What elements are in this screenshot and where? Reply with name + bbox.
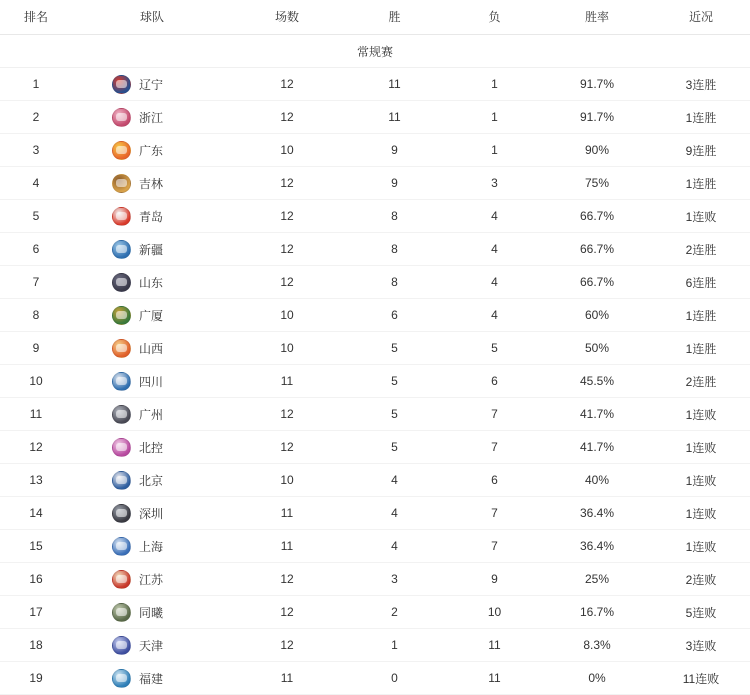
- cell-rank: 2: [0, 101, 72, 134]
- cell-pct: 66.7%: [542, 233, 652, 266]
- cell-team[interactable]: [72, 101, 232, 134]
- team-cell[interactable]: [72, 299, 232, 331]
- cell-loss: 10: [447, 596, 542, 629]
- team-cell[interactable]: [72, 431, 232, 463]
- cell-streak: 1连败: [652, 200, 750, 233]
- team-cell[interactable]: [72, 629, 232, 661]
- cell-rank: 16: [0, 563, 72, 596]
- cell-team[interactable]: [72, 68, 232, 101]
- cell-rank: 1: [0, 68, 72, 101]
- cell-team[interactable]: [72, 299, 232, 332]
- cell-streak: 9连胜: [652, 134, 750, 167]
- cell-team[interactable]: [72, 497, 232, 530]
- team-cell[interactable]: [72, 101, 232, 133]
- cell-games: 11: [232, 365, 342, 398]
- team-cell[interactable]: [72, 596, 232, 628]
- cell-win: 11: [342, 68, 447, 101]
- cell-rank: 19: [0, 662, 72, 695]
- team-logo-icon: [112, 372, 131, 391]
- cell-games: 12: [232, 563, 342, 596]
- cell-games: 10: [232, 464, 342, 497]
- table-row[interactable]: [0, 68, 750, 101]
- cell-rank: 7: [0, 266, 72, 299]
- cell-games: 12: [232, 68, 342, 101]
- header-loss: 负: [447, 0, 542, 35]
- table-row[interactable]: [0, 662, 750, 695]
- team-cell[interactable]: [72, 530, 232, 562]
- cell-win: 4: [342, 497, 447, 530]
- team-logo-icon: [112, 207, 131, 226]
- cell-games: 11: [232, 497, 342, 530]
- cell-games: 10: [232, 299, 342, 332]
- header-team: 球队: [72, 0, 232, 35]
- team-logo-icon: [112, 537, 131, 556]
- cell-loss: 5: [447, 332, 542, 365]
- table-row[interactable]: [0, 497, 750, 530]
- table-row[interactable]: [0, 464, 750, 497]
- cell-win: 4: [342, 464, 447, 497]
- team-name: 深圳: [139, 506, 164, 521]
- cell-pct: 75%: [542, 167, 652, 200]
- team-cell[interactable]: [72, 134, 232, 166]
- cell-pct: 60%: [542, 299, 652, 332]
- team-logo-icon: [112, 405, 131, 424]
- cell-games: 12: [232, 101, 342, 134]
- cell-pct: 66.7%: [542, 266, 652, 299]
- cell-pct: 90%: [542, 134, 652, 167]
- header-games: 场数: [232, 0, 342, 35]
- table-row[interactable]: [0, 101, 750, 134]
- header-win: 胜: [342, 0, 447, 35]
- team-name: 北京: [139, 473, 164, 488]
- team-name: 山东: [139, 275, 164, 290]
- cell-streak: 1连败: [652, 398, 750, 431]
- cell-loss: 11: [447, 662, 542, 695]
- header-rank: 排名: [0, 0, 72, 35]
- cell-loss: 3: [447, 167, 542, 200]
- cell-loss: 1: [447, 101, 542, 134]
- cell-pct: 91.7%: [542, 101, 652, 134]
- cell-loss: 4: [447, 299, 542, 332]
- cell-rank: 15: [0, 530, 72, 563]
- team-name: 吉林: [139, 176, 164, 191]
- cell-streak: 3连败: [652, 629, 750, 662]
- cell-streak: 5连败: [652, 596, 750, 629]
- cell-rank: 8: [0, 299, 72, 332]
- team-cell[interactable]: [72, 365, 232, 397]
- table-row[interactable]: [0, 167, 750, 200]
- cell-win: 1: [342, 629, 447, 662]
- cell-streak: 1连胜: [652, 167, 750, 200]
- table-row[interactable]: [0, 200, 750, 233]
- team-name: 浙江: [139, 110, 164, 125]
- cell-games: 12: [232, 266, 342, 299]
- cell-win: 5: [342, 398, 447, 431]
- team-cell[interactable]: [72, 398, 232, 430]
- cell-pct: 0%: [542, 662, 652, 695]
- cell-games: 12: [232, 167, 342, 200]
- header-row: [0, 0, 750, 35]
- cell-win: 5: [342, 365, 447, 398]
- cell-pct: 91.7%: [542, 68, 652, 101]
- team-cell[interactable]: [72, 167, 232, 199]
- cell-rank: 17: [0, 596, 72, 629]
- team-logo-icon: [112, 603, 131, 622]
- cell-pct: 36.4%: [542, 497, 652, 530]
- cell-team[interactable]: [72, 332, 232, 365]
- cell-games: 10: [232, 134, 342, 167]
- cell-games: 11: [232, 662, 342, 695]
- cell-loss: 6: [447, 464, 542, 497]
- team-logo-icon: [112, 273, 131, 292]
- cell-pct: 16.7%: [542, 596, 652, 629]
- team-cell[interactable]: [72, 266, 232, 298]
- cell-loss: 4: [447, 200, 542, 233]
- cell-win: 8: [342, 200, 447, 233]
- cell-loss: 6: [447, 365, 542, 398]
- table-row[interactable]: [0, 134, 750, 167]
- cell-streak: 3连胜: [652, 68, 750, 101]
- cell-team[interactable]: [72, 200, 232, 233]
- section-label: 常规赛: [0, 35, 750, 68]
- table-row[interactable]: [0, 629, 750, 662]
- cell-rank: 6: [0, 233, 72, 266]
- cell-games: 12: [232, 233, 342, 266]
- cell-loss: 7: [447, 530, 542, 563]
- table-row[interactable]: [0, 563, 750, 596]
- cell-loss: 9: [447, 563, 542, 596]
- cell-win: 9: [342, 134, 447, 167]
- cell-games: 11: [232, 530, 342, 563]
- cell-team[interactable]: [72, 167, 232, 200]
- cell-team[interactable]: [72, 530, 232, 563]
- team-logo-icon: [112, 471, 131, 490]
- cell-team[interactable]: [72, 233, 232, 266]
- team-logo-icon: [112, 141, 131, 160]
- cell-rank: 5: [0, 200, 72, 233]
- team-logo-icon: [112, 504, 131, 523]
- team-logo-icon: [112, 339, 131, 358]
- cell-pct: 66.7%: [542, 200, 652, 233]
- section-label-row: [0, 35, 750, 68]
- table-row[interactable]: [0, 530, 750, 563]
- cell-loss: 4: [447, 266, 542, 299]
- cell-loss: 7: [447, 431, 542, 464]
- cell-rank: 13: [0, 464, 72, 497]
- team-name: 江苏: [139, 572, 164, 587]
- cell-win: 11: [342, 101, 447, 134]
- cell-team[interactable]: [72, 662, 232, 695]
- cell-rank: 12: [0, 431, 72, 464]
- cell-streak: 11连败: [652, 662, 750, 695]
- table-row[interactable]: [0, 365, 750, 398]
- team-name: 广厦: [139, 308, 164, 323]
- cell-rank: 11: [0, 398, 72, 431]
- cell-streak: 1连败: [652, 431, 750, 464]
- cell-loss: 4: [447, 233, 542, 266]
- cell-streak: 6连胜: [652, 266, 750, 299]
- table-row[interactable]: [0, 233, 750, 266]
- team-cell[interactable]: [72, 332, 232, 364]
- team-name: 四川: [139, 374, 164, 389]
- cell-games: 12: [232, 200, 342, 233]
- cell-pct: 36.4%: [542, 530, 652, 563]
- cell-rank: 18: [0, 629, 72, 662]
- cell-streak: 1连败: [652, 497, 750, 530]
- cell-win: 4: [342, 530, 447, 563]
- cell-streak: 1连胜: [652, 101, 750, 134]
- team-logo-icon: [112, 75, 131, 94]
- cell-streak: 1连败: [652, 530, 750, 563]
- team-cell[interactable]: [72, 200, 232, 232]
- cell-team[interactable]: [72, 629, 232, 662]
- team-name: 福建: [139, 671, 164, 686]
- cell-pct: 41.7%: [542, 398, 652, 431]
- team-cell[interactable]: [72, 563, 232, 595]
- cell-team[interactable]: [72, 596, 232, 629]
- team-cell[interactable]: [72, 233, 232, 265]
- team-name: 辽宁: [139, 77, 164, 92]
- team-logo-icon: [112, 438, 131, 457]
- cell-rank: 4: [0, 167, 72, 200]
- team-logo-icon: [112, 240, 131, 259]
- cell-win: 9: [342, 167, 447, 200]
- cell-team[interactable]: [72, 134, 232, 167]
- cell-pct: 8.3%: [542, 629, 652, 662]
- cell-rank: 9: [0, 332, 72, 365]
- cell-streak: 2连胜: [652, 365, 750, 398]
- cell-rank: 10: [0, 365, 72, 398]
- cell-rank: 14: [0, 497, 72, 530]
- cell-loss: 11: [447, 629, 542, 662]
- cell-win: 3: [342, 563, 447, 596]
- cell-games: 12: [232, 596, 342, 629]
- cell-pct: 40%: [542, 464, 652, 497]
- table-row[interactable]: [0, 332, 750, 365]
- table-row[interactable]: [0, 398, 750, 431]
- cell-rank: 3: [0, 134, 72, 167]
- cell-team[interactable]: [72, 431, 232, 464]
- cell-loss: 7: [447, 497, 542, 530]
- cell-win: 0: [342, 662, 447, 695]
- cell-streak: 1连胜: [652, 332, 750, 365]
- table-row[interactable]: [0, 299, 750, 332]
- table-row[interactable]: [0, 266, 750, 299]
- cell-pct: 45.5%: [542, 365, 652, 398]
- table-body: [0, 35, 750, 695]
- cell-team[interactable]: [72, 365, 232, 398]
- team-name: 北控: [139, 440, 164, 455]
- team-name: 上海: [139, 539, 164, 554]
- cell-streak: 1连胜: [652, 299, 750, 332]
- cell-team[interactable]: [72, 563, 232, 596]
- cell-win: 6: [342, 299, 447, 332]
- table-header: [0, 0, 750, 35]
- cell-win: 8: [342, 266, 447, 299]
- team-name: 天津: [139, 638, 164, 653]
- cell-loss: 7: [447, 398, 542, 431]
- team-name: 青岛: [139, 209, 164, 224]
- team-name: 同曦: [139, 605, 164, 620]
- cell-team[interactable]: [72, 398, 232, 431]
- cell-streak: 1连败: [652, 464, 750, 497]
- team-name: 山西: [139, 341, 164, 356]
- team-logo-icon: [112, 636, 131, 655]
- cell-pct: 41.7%: [542, 431, 652, 464]
- cell-games: 12: [232, 629, 342, 662]
- table-row[interactable]: [0, 431, 750, 464]
- cell-pct: 25%: [542, 563, 652, 596]
- cell-games: 12: [232, 431, 342, 464]
- team-cell[interactable]: [72, 662, 232, 694]
- team-name: 广州: [139, 407, 164, 422]
- cell-win: 8: [342, 233, 447, 266]
- team-logo-icon: [112, 108, 131, 127]
- header-streak: 近况: [652, 0, 750, 35]
- cell-team[interactable]: [72, 266, 232, 299]
- cell-streak: 2连败: [652, 563, 750, 596]
- cell-pct: 50%: [542, 332, 652, 365]
- team-name: 新疆: [139, 242, 164, 257]
- team-logo-icon: [112, 306, 131, 325]
- cell-games: 12: [232, 398, 342, 431]
- cell-loss: 1: [447, 134, 542, 167]
- header-pct: 胜率: [542, 0, 652, 35]
- table-row[interactable]: [0, 596, 750, 629]
- team-logo-icon: [112, 669, 131, 688]
- cell-streak: 2连胜: [652, 233, 750, 266]
- cell-win: 5: [342, 332, 447, 365]
- cell-team[interactable]: [72, 464, 232, 497]
- cell-loss: 1: [447, 68, 542, 101]
- team-cell[interactable]: [72, 464, 232, 496]
- team-name: 广东: [139, 143, 164, 158]
- team-logo-icon: [112, 570, 131, 589]
- cell-win: 5: [342, 431, 447, 464]
- cell-win: 2: [342, 596, 447, 629]
- team-cell[interactable]: [72, 68, 232, 100]
- team-cell[interactable]: [72, 497, 232, 529]
- cell-games: 10: [232, 332, 342, 365]
- team-logo-icon: [112, 174, 131, 193]
